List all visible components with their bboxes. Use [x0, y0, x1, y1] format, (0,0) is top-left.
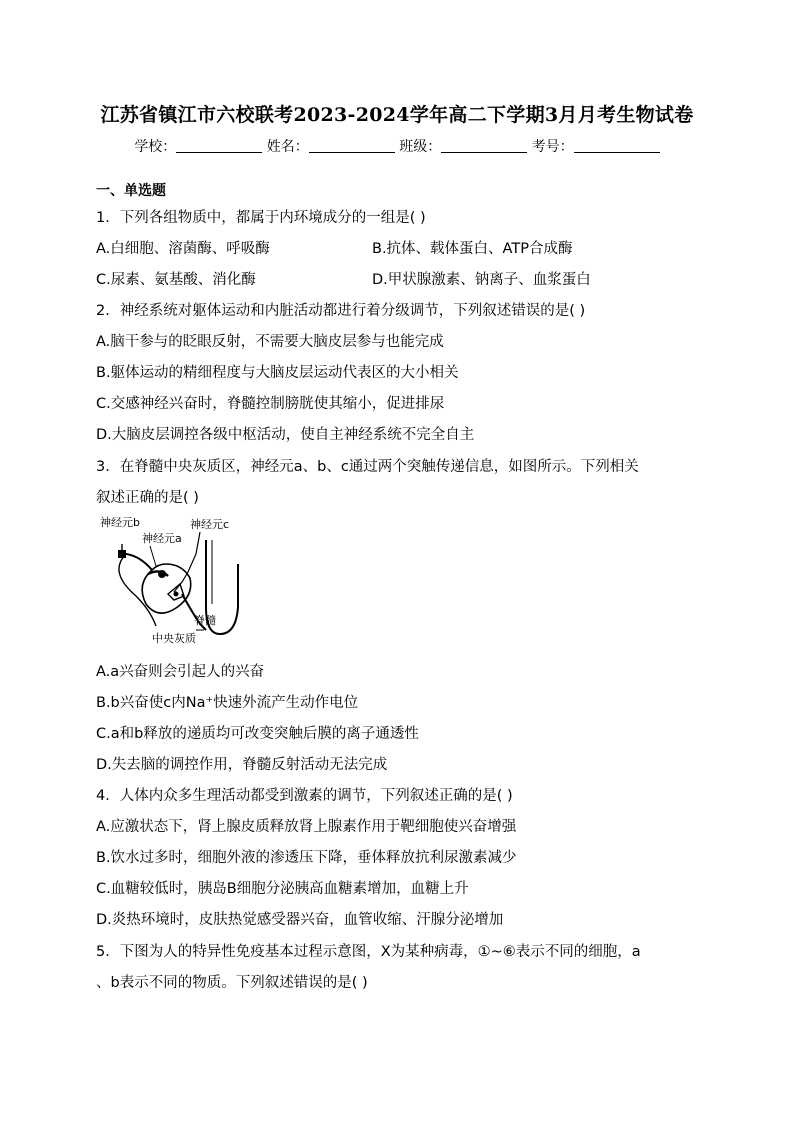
question-3-stem-line-1: 3．在脊髓中央灰质区，神经元a、b、c通过两个突触传递信息，如图所示。下列相关 [96, 459, 639, 475]
label-neuron-c: 神经元c [190, 518, 230, 531]
name-blank[interactable] [309, 138, 395, 153]
question-5-stem-line-2: 、b表示不同的物质。下列叙述错误的是( ) [96, 975, 368, 991]
question-3-option-a: A.a兴奋则会引起人的兴奋 [96, 664, 265, 680]
exam-number-blank[interactable] [574, 138, 660, 153]
label-spinal-cord: 脊髓 [194, 614, 216, 627]
question-2-option-d: D.大脑皮层调控各级中枢活动，使自主神经系统不完全自主 [96, 427, 475, 443]
question-4-stem: 4．人体内众多生理活动都受到激素的调节，下列叙述正确的是( ) [96, 788, 513, 804]
school-blank[interactable] [176, 138, 262, 153]
question-2-stem: 2．神经系统对躯体运动和内脏活动都进行着分级调节，下列叙述错误的是( ) [96, 303, 586, 319]
question-4-option-c: C.血糖较低时，胰岛B细胞分泌胰高血糖素增加，血糖上升 [96, 881, 469, 897]
class-label: 班级： [399, 139, 442, 155]
question-3-option-c: C.a和b释放的递质均可改变突触后膜的离子通透性 [96, 726, 419, 742]
question-5-stem-line-1: 5．下图为人的特异性免疫基本过程示意图，X为某种病毒，①~⑥表示不同的细胞，a [96, 944, 641, 960]
question-2-option-a: A.脑干参与的眨眼反射，不需要大脑皮层参与也能完成 [96, 334, 444, 350]
question-2-option-b: B.躯体运动的精细程度与大脑皮层运动代表区的大小相关 [96, 365, 459, 381]
question-2-option-c: C.交感神经兴奋时，脊髓控制膀胱使其缩小，促进排尿 [96, 396, 445, 412]
question-1-option-d: D.甲状腺激素、钠离子、血浆蛋白 [372, 272, 591, 288]
student-info-line [0, 136, 794, 156]
question-4-option-a: A.应激状态下，肾上腺皮质释放肾上腺素作用于靶细胞使兴奋增强 [96, 819, 517, 835]
class-blank[interactable] [441, 138, 527, 153]
label-neuron-a: 神经元a [142, 532, 182, 545]
question-3-option-d: D.失去脑的调控作用，脊髓反射活动无法完成 [96, 757, 388, 773]
section-heading: 一、单选题 [96, 183, 166, 199]
name-label: 姓名： [266, 139, 309, 155]
spinal-cord-neuron-figure [96, 512, 256, 652]
page-title: 江苏省镇江市六校联考2023-2024学年高二下学期3月月考生物试卷 [100, 104, 694, 126]
exam-number-label: 考号： [531, 139, 574, 155]
question-4-option-d: D.炎热环境时，皮肤热觉感受器兴奋，血管收缩、汗腺分泌增加 [96, 912, 504, 928]
question-3-option-b: B.b兴奋使c内Na⁺快速外流产生动作电位 [96, 695, 359, 711]
question-4-option-b: B.饮水过多时，细胞外液的渗透压下降，垂体释放抗利尿激素减少 [96, 850, 517, 866]
question-1-option-b: B.抗体、载体蛋白、ATP合成酶 [372, 241, 573, 257]
question-1-option-c: C.尿素、氨基酸、消化酶 [96, 272, 256, 288]
school-label: 学校： [134, 139, 177, 155]
question-1-option-a: A.白细胞、溶菌酶、呼吸酶 [96, 241, 270, 257]
label-neuron-b: 神经元b [100, 516, 140, 529]
question-3-stem-line-2: 叙述正确的是( ) [96, 490, 199, 506]
question-1-stem: 1．下列各组物质中，都属于内环境成分的一组是( ) [96, 210, 426, 226]
label-central-gray: 中央灰质 [152, 632, 196, 645]
